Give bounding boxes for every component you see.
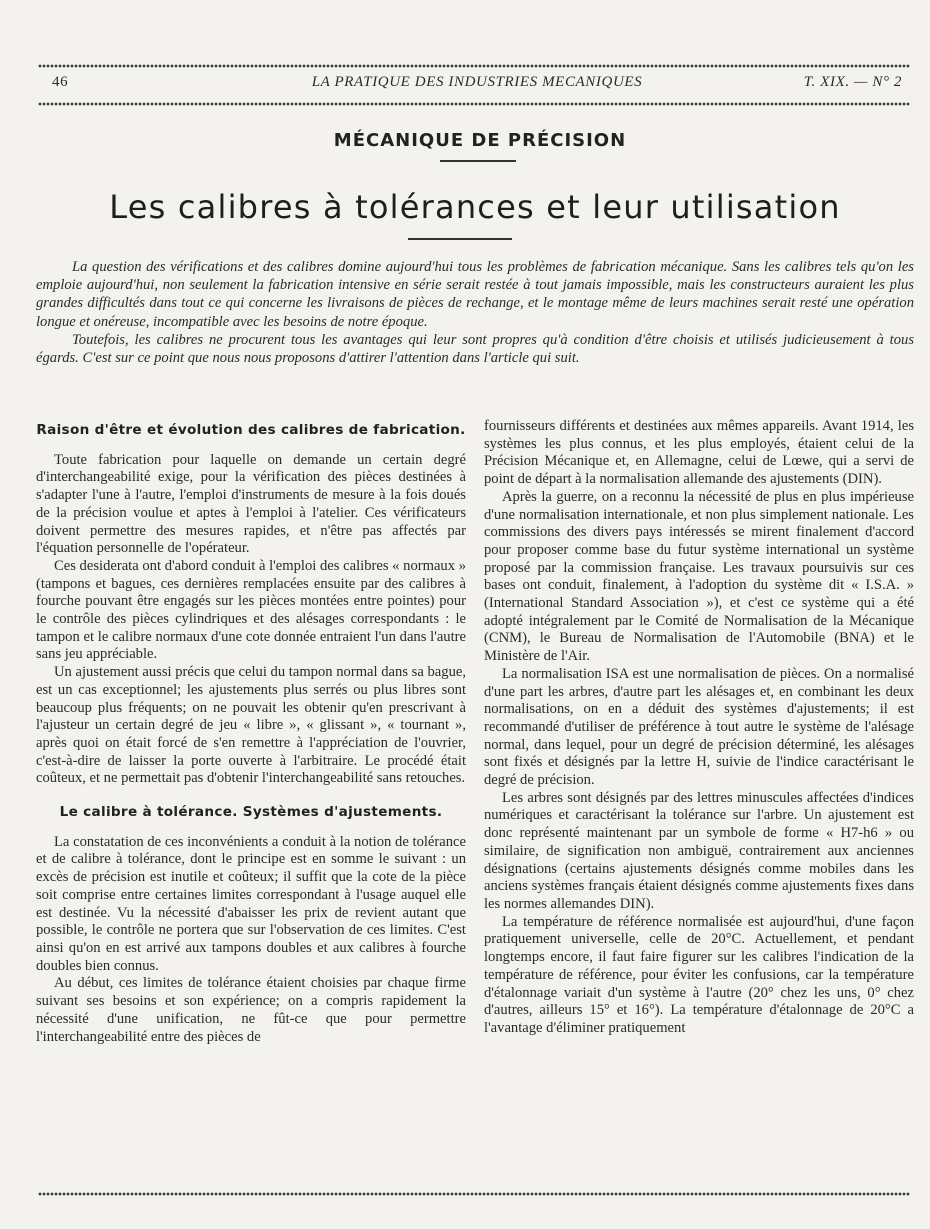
body-paragraph: Un ajustement aussi précis que celui du tampon normal dans sa bague, est un cas exceptionnel; les ajustements plus serrés ou plus libres sont beaucoup plus fréquents; on ne pouvait les obtenir qu'en prescrivant à l'ajusteur un certain degré de jeu « libre », « glissant », « tournant », après quoi on était forcé de s'en remettre à l'appréciation de l'ouvrier, c'est-à-dire de laisser la porte ouverte à l'arbitraire. Le procédé était coûteux, et ne permettait pas d'obtenir l'interchangeabilité sans retouches. — [36, 664, 466, 787]
body-paragraph: Après la guerre, on a reconnu la nécessité de plus en plus impérieuse d'une normalisation internationale, et non plus simplement nationale. Les commissions des divers pays intéressés se mirent finalement d'accord pour proposer comme base du futur système international un système proposé par la commission française. Les travaux poursuivis sur ces bases ont conduit, finalement, à l'adoption du système dit « I.S.A. » (International Standard Association »), et c'est ce système qui a été adopté intégralement par le Comité de Normalisation de la Mécanique (CNM), le Bureau de Normalisation de l'Automobile (BNA) et le Ministère de l'Air. — [484, 488, 914, 665]
body-paragraph: Ces desiderata ont d'abord conduit à l'emploi des calibres « normaux » (tampons et bagues, ces dernières remplacées ensuite par des calibres à fourche pouvant être engagés sur les pièces montées entre pointes) pour le contrôle des pièces cylindriques et des alésages correspondants : le tampon et le calibre normaux d'une cote donnée entraient l'un dans l'autre sans jeu appréciable. — [36, 557, 466, 663]
body-paragraph: fournisseurs différents et destinées aux mêmes appareils. Avant 1914, les systèmes les plus connus, et les plus employés, étaient celui de la Précision Mécanique et, en Allemagne, celui de Lœwe, qui a servi de point de départ à la normalisation allemande des ajustements (DIN). — [484, 418, 914, 488]
page-number: 46 — [52, 74, 69, 90]
body-paragraph: La constatation de ces inconvénients a conduit à la notion de tolérance et de calibre à tolérance, dont le principe est en somme le suivant : un excès de précision est inutile et coûteux; il suffit que la cote de la pièce soit comprise entre certaines limites correspondant à l'usage auquel elle est destinée. Vu la nécessité d'abaisser les prix de revient autant que possible, le contrôle ne portera que sur l'observation de ces limites. C'est ainsi qu'on en est arrivé aux tampons doubles et aux calibres à fourche doubles bien connus. — [36, 833, 466, 974]
section-underline — [440, 160, 516, 162]
body-paragraph: Au début, ces limites de tolérance étaient choisies par chaque firme suivant ses besoins et son expérience; on a compris rapidement la nécessité d'une unification, ne fût-ce que pour permettre l'interchangeabilité entre des pièces de — [36, 975, 466, 1045]
subheading: Le calibre à tolérance. Systèmes d'ajustements. — [59, 804, 443, 821]
article-title: Les calibres à tolérances et leur utilisation — [109, 188, 841, 226]
body-paragraph: La température de référence normalisée est aujourd'hui, d'une façon pratiquement universelle, celle de 20°C. Actuellement, et pendant longtemps encore, il faut faire figurer sur les calibres l'indication de la température de référence, pour éviter les confusions, car la température d'étalonnage variait d'un système à l'autre (20° chez les uns, 0° chez d'autres, ailleurs 15° et 16°). La température d'étalonnage de 20°C a l'avantage d'éliminer pratiquement — [484, 913, 914, 1036]
body-paragraph: La normalisation ISA est une normalisation de pièces. On a normalisé d'une part les arbres, d'autre part les alésages et, en combinant les deux normalisations, on en a déduit des systèmes d'ajustements; il est recommandé d'utiliser de préférence à tout autre le système de l'alésage normal, dans lequel, pour un degré de précision déterminé, les alésages sont fixés et désignés par la lettre H, suivie de l'indice caractérisant le degré de précision. — [484, 665, 914, 789]
running-header — [52, 74, 902, 96]
article-intro — [36, 258, 914, 367]
section-title: MÉCANIQUE DE PRÉCISION — [333, 130, 627, 151]
volume-issue: T. XIX. — N° 2 — [803, 74, 902, 90]
journal-title: LA PRATIQUE DES INDUSTRIES MECANIQUES — [311, 74, 643, 90]
body-paragraph: Les arbres sont désignés par des lettres minuscules affectées d'indices numériques et caractérisant la tolérance sur l'arbre. Un ajustement est donc représenté maintenant par un symbole de forme « H7-h6 » ou similaire, de signification non ambiguë, contrairement aux anciennes désignations (certains ajustements désignés comme mobiles dans les anciens systèmes français étaient désignés comme ajustements fixes dans les normes allemandes DIN). — [484, 789, 914, 912]
body-paragraph: Toute fabrication pour laquelle on demande un certain degré d'interchangeabilité exige, pour la vérification des pièces destinées à s'adapter l'une à l'autre, l'emploi d'instruments de mesure à la fois doués de la précision voulue et aptes à l'emploi à l'atelier. Ces vérificateurs doivent permettre des mesures rapides, et n'être pas affectés par l'équation personnelle de l'opérateur. — [36, 451, 466, 557]
intro-paragraph: La question des vérifications et des calibres domine aujourd'hui tous les problèmes de fabrication mécanique. Sans les calibres tels qu'on les emploie aujourd'hui, non seulement la fabrication intensive en série serait restée à tout jamais impossible, mais les constructeurs auraient les plus grandes difficultés dans tout ce qui concerne les livraisons de pièces de rechange, et le montage même de leurs machines serait resté une opération longue et onéreuse, incompatible avec les besoins de notre époque. — [36, 259, 914, 330]
subheading: Raison d'être et évolution des calibres de fabrication. — [36, 422, 466, 438]
header-dotted-rule — [38, 102, 910, 106]
title-underline — [408, 238, 512, 240]
left-column — [36, 418, 466, 1046]
right-column — [484, 418, 914, 1038]
intro-paragraph: Toutefois, les calibres ne procurent tous les avantages qui leur sont propres qu'à condition d'être choisis et utilisés judicieusement à tous égards. C'est sur ce point que nous nous proposons d'attirer l'attention dans l'article qui suit. — [36, 331, 914, 367]
top-dotted-rule — [38, 64, 910, 68]
bottom-dotted-rule — [38, 1192, 910, 1196]
